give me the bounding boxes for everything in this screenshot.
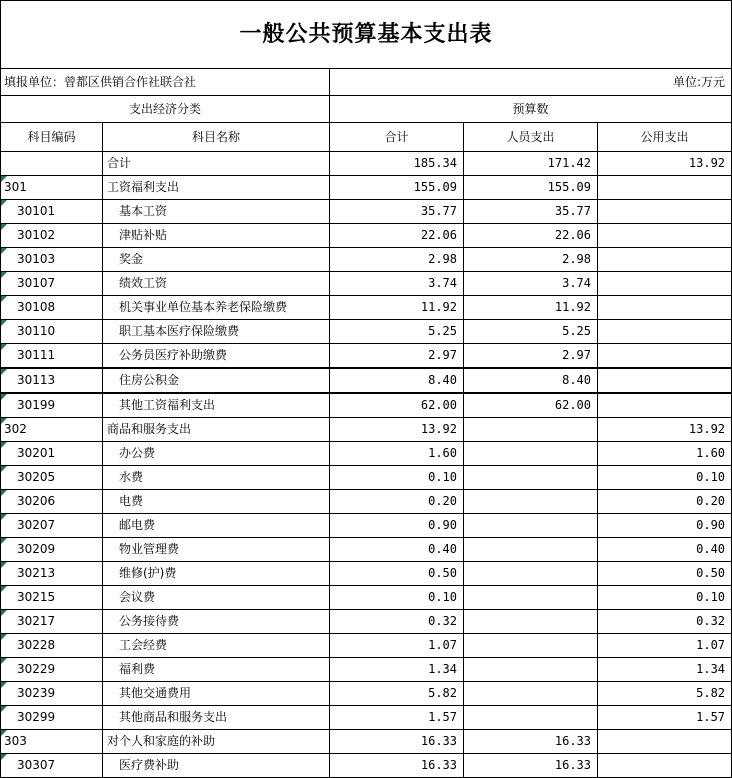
cell-total: 0.90 <box>330 514 464 538</box>
cell-code: 30228 <box>1 634 103 658</box>
cell-code: 30213 <box>1 562 103 586</box>
table-row <box>1 442 732 466</box>
cell-total: 3.74 <box>330 272 464 296</box>
cell-personnel <box>464 442 598 466</box>
table-row <box>1 754 732 778</box>
cell-public: 1.07 <box>598 634 732 658</box>
cell-public: 1.57 <box>598 706 732 730</box>
cell-personnel: 5.25 <box>464 320 598 344</box>
cell-name: 邮电费 <box>103 514 330 538</box>
table-row <box>1 514 732 538</box>
table-row <box>1 658 732 682</box>
cell-total: 5.25 <box>330 320 464 344</box>
header-econ-class: 支出经济分类 <box>1 96 330 123</box>
cell-total: 0.10 <box>330 466 464 490</box>
cell-personnel <box>464 418 598 442</box>
header-name: 科目名称 <box>103 123 330 152</box>
cell-total: 0.50 <box>330 562 464 586</box>
cell-name: 住房公积金 <box>103 368 330 393</box>
cell-public <box>598 730 732 754</box>
table-row <box>1 224 732 248</box>
cell-total: 62.00 <box>330 393 464 418</box>
cell-name: 会议费 <box>103 586 330 610</box>
cell-name: 奖金 <box>103 248 330 272</box>
table-row <box>1 368 732 393</box>
cell-name: 物业管理费 <box>103 538 330 562</box>
cell-total: 16.33 <box>330 754 464 778</box>
table-row <box>1 344 732 369</box>
cell-code: 30215 <box>1 586 103 610</box>
cell-total: 0.10 <box>330 586 464 610</box>
cell-code <box>1 152 103 176</box>
table-row <box>1 176 732 200</box>
cell-total: 155.09 <box>330 176 464 200</box>
header-group-row <box>1 96 732 123</box>
cell-personnel <box>464 706 598 730</box>
cell-code: 30101 <box>1 200 103 224</box>
cell-public: 0.50 <box>598 562 732 586</box>
table-row <box>1 248 732 272</box>
cell-name: 工会经费 <box>103 634 330 658</box>
cell-name: 津贴补贴 <box>103 224 330 248</box>
reporting-unit: 填报单位：曾都区供销合作社联合社 <box>1 69 330 96</box>
cell-personnel: 22.06 <box>464 224 598 248</box>
cell-code: 30229 <box>1 658 103 682</box>
cell-name: 维修(护)费 <box>103 562 330 586</box>
cell-total: 2.98 <box>330 248 464 272</box>
cell-personnel: 155.09 <box>464 176 598 200</box>
cell-public: 13.92 <box>598 418 732 442</box>
cell-name: 机关事业单位基本养老保险缴费 <box>103 296 330 320</box>
cell-total: 0.40 <box>330 538 464 562</box>
cell-code: 303 <box>1 730 103 754</box>
cell-personnel <box>464 514 598 538</box>
cell-code: 30201 <box>1 442 103 466</box>
cell-code: 30205 <box>1 466 103 490</box>
cell-code: 30113 <box>1 368 103 393</box>
table-row <box>1 490 732 514</box>
table-row <box>1 730 732 754</box>
cell-total: 8.40 <box>330 368 464 393</box>
cell-name: 绩效工资 <box>103 272 330 296</box>
table-row <box>1 320 732 344</box>
header-row <box>1 123 732 152</box>
cell-total: 0.32 <box>330 610 464 634</box>
cell-personnel <box>464 586 598 610</box>
cell-public: 5.82 <box>598 682 732 706</box>
cell-public <box>598 320 732 344</box>
cell-personnel: 2.98 <box>464 248 598 272</box>
cell-code: 30307 <box>1 754 103 778</box>
header-budget: 预算数 <box>330 96 732 123</box>
cell-total: 16.33 <box>330 730 464 754</box>
cell-code: 302 <box>1 418 103 442</box>
cell-name: 其他工资福利支出 <box>103 393 330 418</box>
cell-public <box>598 272 732 296</box>
page-title: 一般公共预算基本支出表 <box>1 1 732 69</box>
cell-public: 0.20 <box>598 490 732 514</box>
cell-code: 30209 <box>1 538 103 562</box>
cell-total: 1.57 <box>330 706 464 730</box>
cell-code: 30206 <box>1 490 103 514</box>
cell-name: 水费 <box>103 466 330 490</box>
table-row <box>1 538 732 562</box>
cell-public <box>598 393 732 418</box>
cell-code: 30110 <box>1 320 103 344</box>
table-row <box>1 610 732 634</box>
cell-personnel <box>464 562 598 586</box>
table-row <box>1 466 732 490</box>
table-row <box>1 586 732 610</box>
cell-personnel: 11.92 <box>464 296 598 320</box>
cell-personnel: 16.33 <box>464 754 598 778</box>
cell-name: 职工基本医疗保险缴费 <box>103 320 330 344</box>
cell-public <box>598 296 732 320</box>
header-total: 合计 <box>330 123 464 152</box>
cell-total: 185.34 <box>330 152 464 176</box>
cell-code: 30102 <box>1 224 103 248</box>
cell-code: 30199 <box>1 393 103 418</box>
cell-public: 0.32 <box>598 610 732 634</box>
cell-total: 1.07 <box>330 634 464 658</box>
cell-name: 电费 <box>103 490 330 514</box>
cell-name: 医疗费补助 <box>103 754 330 778</box>
table-row <box>1 393 732 418</box>
cell-personnel: 171.42 <box>464 152 598 176</box>
table-row <box>1 634 732 658</box>
cell-total: 11.92 <box>330 296 464 320</box>
table-row <box>1 152 732 176</box>
table-row <box>1 418 732 442</box>
cell-personnel: 16.33 <box>464 730 598 754</box>
cell-public: 0.10 <box>598 586 732 610</box>
cell-name: 福利费 <box>103 658 330 682</box>
cell-personnel: 3.74 <box>464 272 598 296</box>
cell-name: 其他商品和服务支出 <box>103 706 330 730</box>
cell-public <box>598 344 732 369</box>
cell-name: 公务员医疗补助缴费 <box>103 344 330 369</box>
cell-total: 1.34 <box>330 658 464 682</box>
cell-name: 其他交通费用 <box>103 682 330 706</box>
cell-name: 工资福利支出 <box>103 176 330 200</box>
table-row <box>1 682 732 706</box>
cell-name: 基本工资 <box>103 200 330 224</box>
title-row <box>1 1 732 69</box>
cell-total: 35.77 <box>330 200 464 224</box>
cell-personnel: 62.00 <box>464 393 598 418</box>
cell-personnel <box>464 466 598 490</box>
cell-code: 30217 <box>1 610 103 634</box>
cell-public: 1.34 <box>598 658 732 682</box>
cell-public <box>598 224 732 248</box>
cell-personnel: 8.40 <box>464 368 598 393</box>
unit-row <box>1 69 732 96</box>
cell-total: 0.20 <box>330 490 464 514</box>
table-row <box>1 296 732 320</box>
cell-name: 商品和服务支出 <box>103 418 330 442</box>
cell-public <box>598 248 732 272</box>
cell-public: 13.92 <box>598 152 732 176</box>
cell-name: 合计 <box>103 152 330 176</box>
cell-personnel <box>464 682 598 706</box>
cell-personnel <box>464 610 598 634</box>
cell-personnel <box>464 538 598 562</box>
cell-public <box>598 754 732 778</box>
header-personnel: 人员支出 <box>464 123 598 152</box>
cell-name: 对个人和家庭的补助 <box>103 730 330 754</box>
cell-public: 0.40 <box>598 538 732 562</box>
cell-name: 公务接待费 <box>103 610 330 634</box>
cell-public: 0.10 <box>598 466 732 490</box>
cell-public <box>598 176 732 200</box>
cell-code: 30103 <box>1 248 103 272</box>
header-public: 公用支出 <box>598 123 732 152</box>
cell-total: 22.06 <box>330 224 464 248</box>
cell-code: 30111 <box>1 344 103 369</box>
cell-personnel: 2.97 <box>464 344 598 369</box>
cell-personnel <box>464 490 598 514</box>
cell-public <box>598 368 732 393</box>
cell-total: 2.97 <box>330 344 464 369</box>
cell-code: 30299 <box>1 706 103 730</box>
unit-of-measure: 单位:万元 <box>330 69 732 96</box>
table-row <box>1 272 732 296</box>
cell-public <box>598 200 732 224</box>
cell-personnel <box>464 634 598 658</box>
table-row <box>1 706 732 730</box>
cell-public: 1.60 <box>598 442 732 466</box>
cell-code: 301 <box>1 176 103 200</box>
cell-personnel: 35.77 <box>464 200 598 224</box>
cell-code: 30207 <box>1 514 103 538</box>
cell-total: 5.82 <box>330 682 464 706</box>
cell-code: 30107 <box>1 272 103 296</box>
table-row <box>1 562 732 586</box>
header-code: 科目编码 <box>1 123 103 152</box>
cell-personnel <box>464 658 598 682</box>
cell-total: 1.60 <box>330 442 464 466</box>
cell-code: 30108 <box>1 296 103 320</box>
cell-public: 0.90 <box>598 514 732 538</box>
cell-total: 13.92 <box>330 418 464 442</box>
table-row <box>1 200 732 224</box>
cell-code: 30239 <box>1 682 103 706</box>
cell-name: 办公费 <box>103 442 330 466</box>
